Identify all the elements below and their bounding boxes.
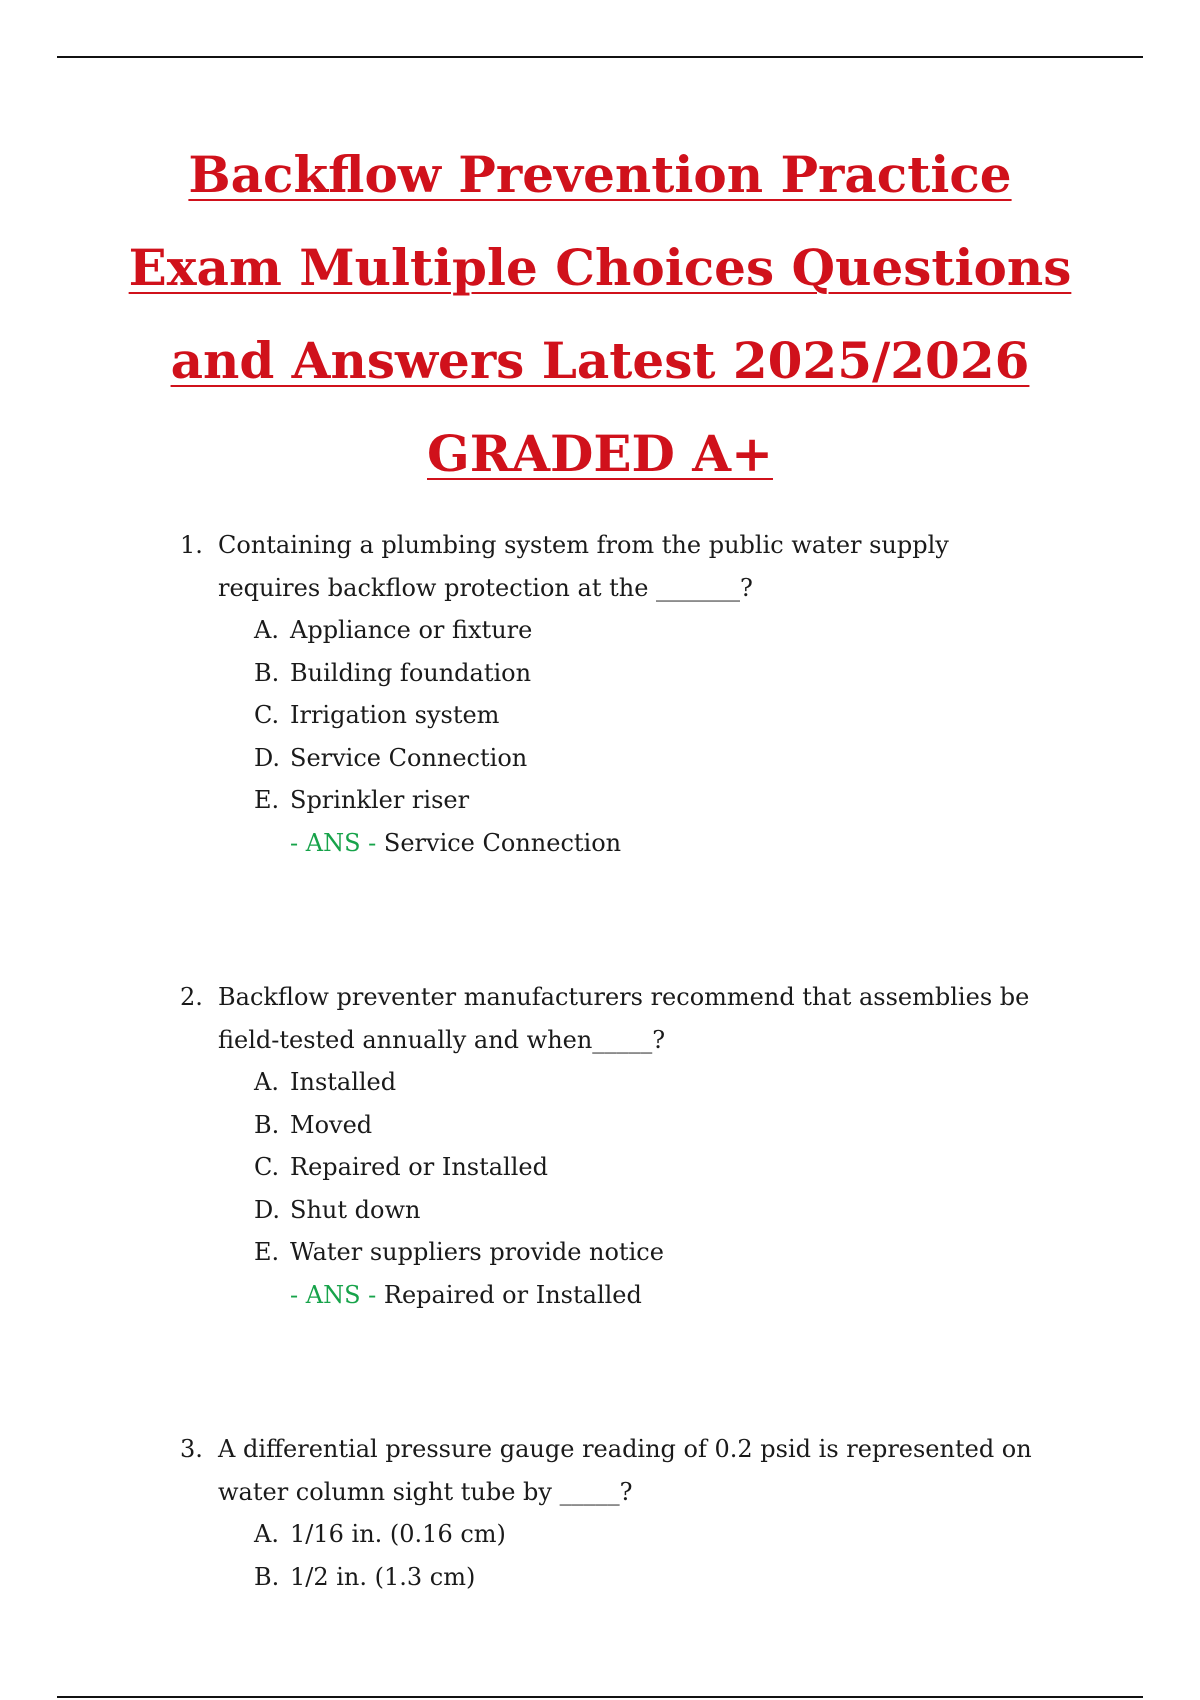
option-c xyxy=(254,1146,1080,1189)
title-line-3: and Answers Latest 2025/2026 xyxy=(170,331,1030,390)
option-list xyxy=(180,609,1080,822)
question-text: A differential pressure gauge reading of 0.2 psid is represented on water column sight tube by _____? xyxy=(218,1435,1032,1506)
bottom-rule xyxy=(57,1696,1143,1698)
option-b xyxy=(254,1556,1080,1599)
option-letter: B. xyxy=(254,1562,280,1591)
question-list xyxy=(180,524,1080,1598)
question-text: Containing a plumbing system from the public water supply requires backflow protection at the _______? xyxy=(218,531,949,602)
option-letter: D. xyxy=(254,743,281,772)
option-a xyxy=(254,1061,1080,1104)
title-line-1: Backflow Prevention Practice xyxy=(188,145,1012,204)
option-text: Repaired or Installed xyxy=(290,1153,548,1181)
answer-line xyxy=(290,1274,1080,1317)
option-text: 1/16 in. (0.16 cm) xyxy=(290,1520,506,1548)
question-2 xyxy=(180,976,1080,1316)
question-text: Backflow preventer manufacturers recommend that assemblies be field-tested annually and when_____? xyxy=(218,983,1030,1054)
option-a xyxy=(254,609,1080,652)
option-text: Water suppliers provide notice xyxy=(290,1238,664,1266)
document-title xyxy=(100,128,1100,500)
option-letter: C. xyxy=(254,701,280,729)
answer-line xyxy=(290,822,1080,865)
option-text: Service Connection xyxy=(290,743,528,772)
option-b xyxy=(254,652,1080,695)
option-text: 1/2 in. (1.3 cm) xyxy=(290,1562,476,1591)
option-text: Moved xyxy=(290,1110,373,1139)
option-letter: C. xyxy=(254,1153,280,1181)
option-list xyxy=(180,1513,1080,1598)
answer-text: Service Connection xyxy=(383,828,622,857)
top-rule xyxy=(57,56,1143,58)
option-letter: A. xyxy=(254,1068,279,1096)
option-text: Installed xyxy=(290,1068,397,1096)
option-list xyxy=(180,1061,1080,1274)
option-letter: B. xyxy=(254,1110,280,1139)
option-letter: D. xyxy=(254,1195,281,1224)
question-number: 1. xyxy=(180,531,203,559)
option-e xyxy=(254,1231,1080,1274)
option-text: Appliance or fixture xyxy=(290,616,533,644)
option-text: Irrigation system xyxy=(290,701,500,729)
option-a xyxy=(254,1513,1080,1556)
option-e xyxy=(254,779,1080,822)
question-number: 2. xyxy=(180,983,203,1011)
option-letter: A. xyxy=(254,1520,279,1548)
option-d xyxy=(254,1189,1080,1232)
question-3 xyxy=(180,1428,1080,1598)
option-b xyxy=(254,1104,1080,1147)
option-text: Sprinkler riser xyxy=(290,786,470,814)
option-letter: A. xyxy=(254,616,279,644)
option-c xyxy=(254,694,1080,737)
option-d xyxy=(254,737,1080,780)
answer-text: Repaired or Installed xyxy=(383,1280,642,1309)
option-letter: B. xyxy=(254,658,280,687)
option-text: Building foundation xyxy=(290,658,532,687)
answer-tag: - ANS - xyxy=(290,1280,377,1309)
title-line-2: Exam Multiple Choices Questions xyxy=(128,238,1072,297)
question-number: 3. xyxy=(180,1435,203,1463)
option-letter: E. xyxy=(254,786,280,814)
answer-tag: - ANS - xyxy=(290,828,377,857)
question-1 xyxy=(180,524,1080,864)
title-line-4: GRADED A+ xyxy=(427,424,773,483)
option-text: Shut down xyxy=(290,1195,421,1224)
option-letter: E. xyxy=(254,1238,280,1266)
